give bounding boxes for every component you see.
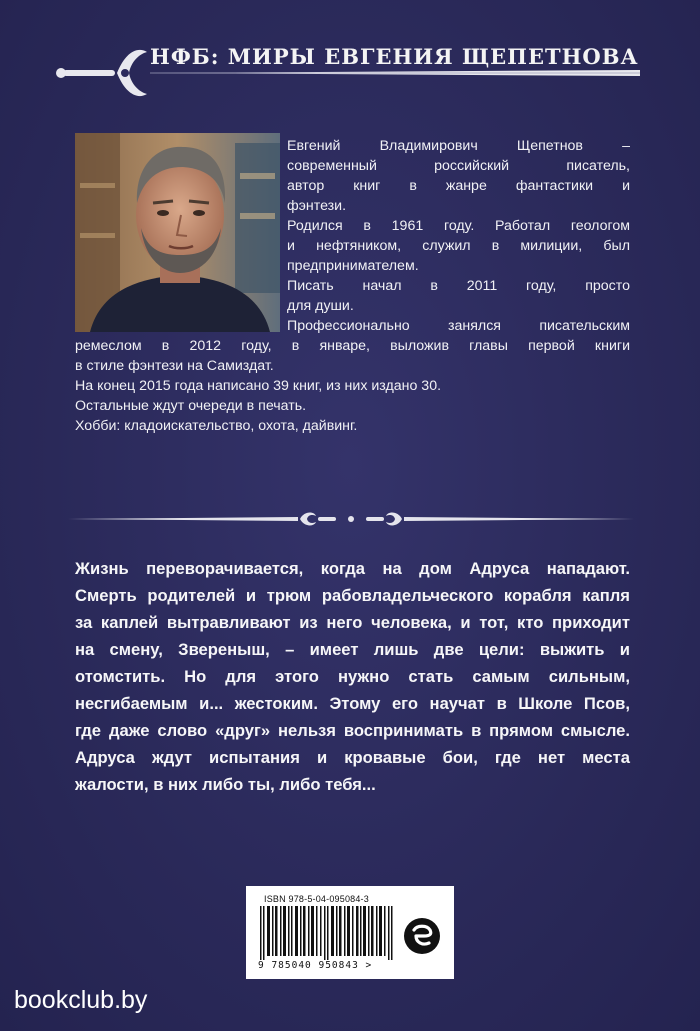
ornament-divider	[68, 508, 634, 530]
annotation-line: за каплей вытравливают из него человека, и тот, кто приходит	[75, 613, 630, 632]
isbn-text: ISBN 978-5-04-095084-3	[264, 894, 369, 904]
bio-line: Родился в 1961 году. Работал геологом	[287, 218, 630, 234]
bio-line: предпринимателем.	[287, 258, 419, 274]
annotation-line: на смену, Звереныш, – имеет лишь две цели: выжить и	[75, 640, 630, 659]
annotation-line: Адруса ждут испытания и кровавые бои, где нет места	[75, 748, 630, 767]
barcode-digits: 9 785040 950843 >	[258, 960, 373, 971]
book-annotation	[75, 555, 630, 798]
bio-line: современный российский писатель,	[287, 158, 630, 174]
watermark-text: bookclub.by	[14, 986, 148, 1014]
bio-line: автор книг в жанре фантастики и	[287, 178, 630, 194]
bio-line: Хобби: кладоискательство, охота, дайвинг.	[75, 418, 358, 434]
bio-line: ремеслом в 2012 году, в январе, выложив главы первой книги	[75, 338, 630, 354]
bio-line: Остальные ждут очереди в печать.	[75, 398, 307, 414]
eksmo-logo-icon	[402, 916, 442, 956]
annotation-line: отомстить. Но для этого нужно стать самым сильным,	[75, 667, 630, 686]
bio-line: фэнтези.	[287, 198, 347, 214]
bio-line: Писать начал в 2011 году, просто	[287, 278, 630, 294]
series-title: НФБ: МИРЫ ЕВГЕНИЯ ЩЕПЕТНОВА	[150, 44, 639, 69]
bio-line: для души.	[287, 298, 354, 314]
bio-line: Профессионально занялся писательским	[287, 318, 630, 334]
bio-line: На конец 2015 года написано 39 книг, из них издано 30.	[75, 378, 442, 394]
annotation-line: Жизнь переворачивается, когда на дом Адруса нападают.	[75, 559, 630, 578]
annotation-line: где даже слово «друг» нельзя воспринимать в прямом смысле.	[75, 721, 630, 740]
annotation-line: жалости, в них либо ты, либо тебя...	[75, 775, 376, 794]
annotation-line: несгибаемым и... жестоким. Этому его научат в Школе Псов,	[75, 694, 630, 713]
barcode-label	[246, 886, 454, 979]
author-bio	[75, 136, 630, 436]
bio-line: в стиле фэнтези на Самиздат.	[75, 358, 274, 374]
barcode-icon	[260, 906, 396, 960]
bio-line: Евгений Владимирович Щепетнов –	[287, 138, 630, 154]
annotation-line: Смерть родителей и трюм рабовладельческого корабля капля	[75, 586, 630, 605]
bio-line: и нефтяником, служил в милиции, был	[287, 238, 630, 254]
